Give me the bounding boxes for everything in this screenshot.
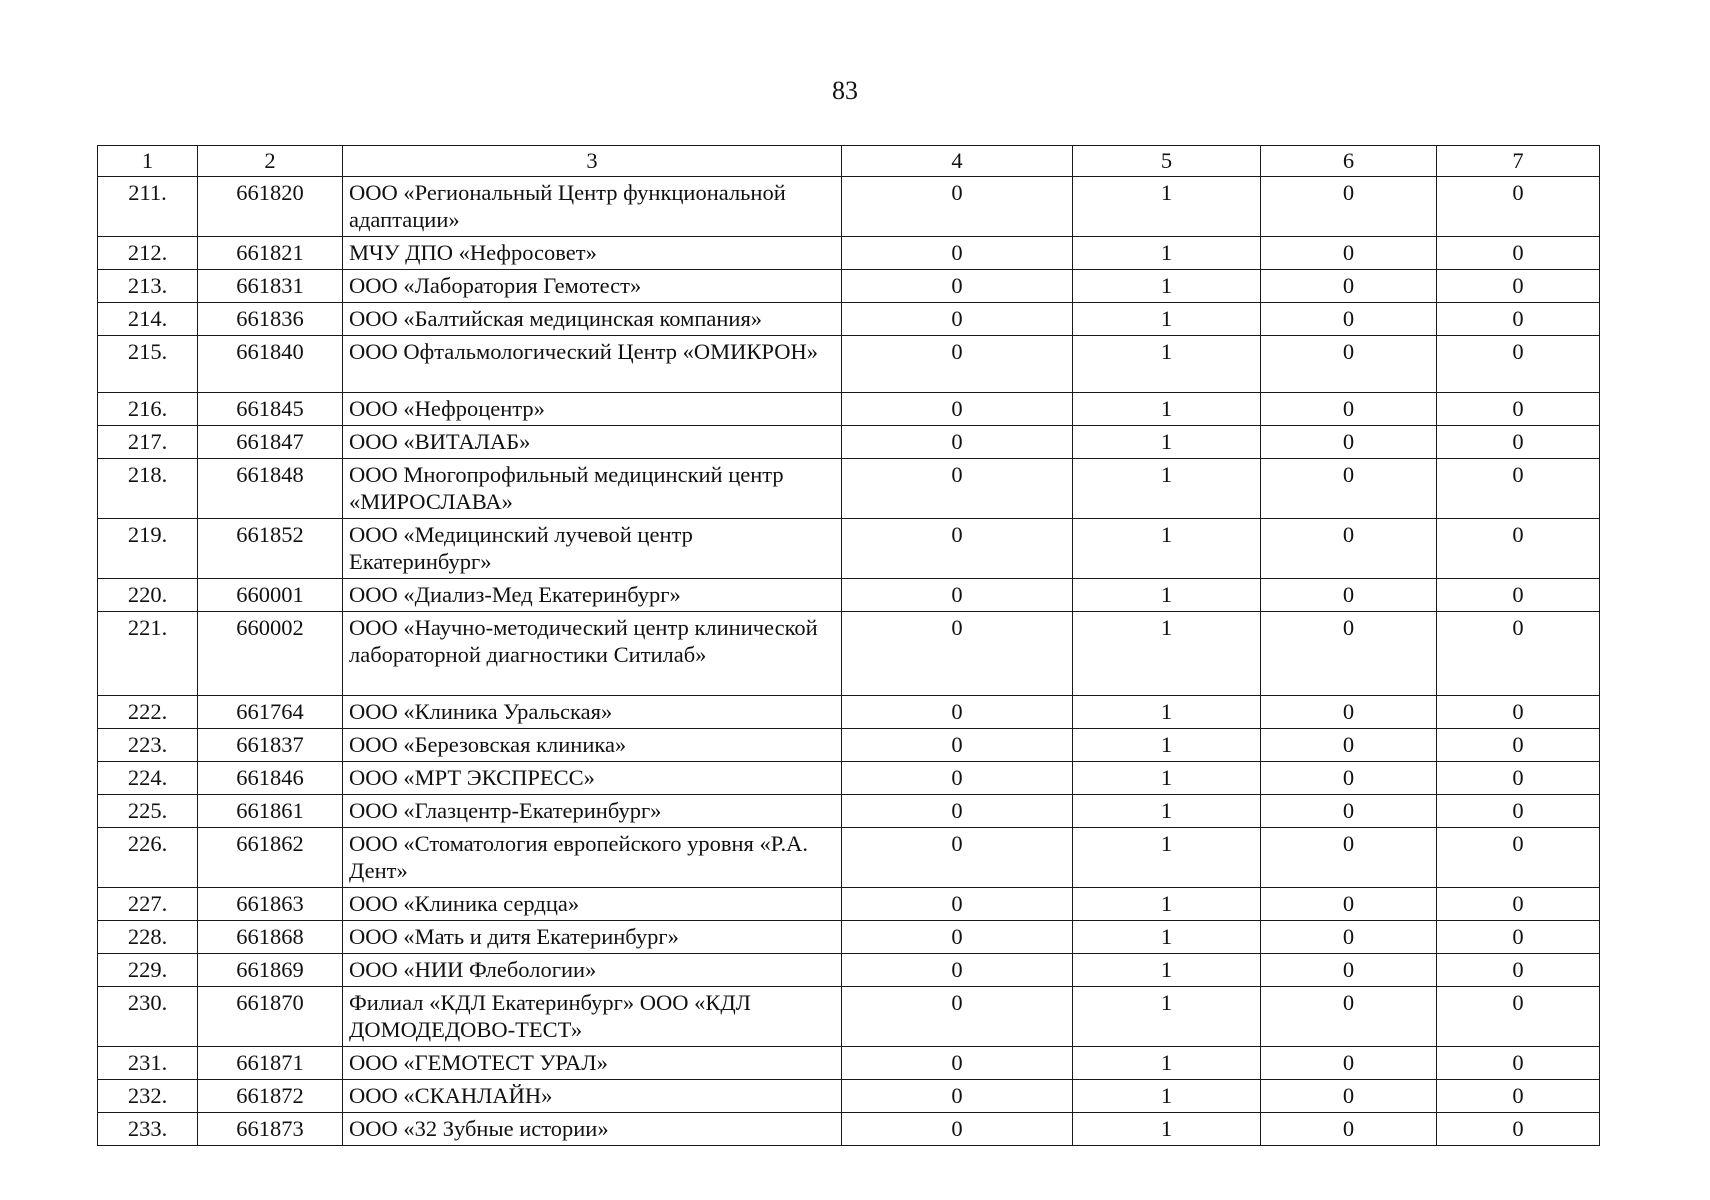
column-5-value-cell: 1: [1073, 762, 1261, 795]
table-row: [98, 696, 1600, 729]
column-7-value-cell: 0: [1437, 921, 1600, 954]
column-7-value-cell: 0: [1437, 888, 1600, 921]
column-5-value-cell: 1: [1073, 303, 1261, 336]
column-5-value-cell: 1: [1073, 954, 1261, 987]
column-header-5: 5: [1073, 146, 1261, 177]
table-row: [98, 426, 1600, 459]
column-5-value-cell: 1: [1073, 1113, 1261, 1146]
column-7-value-cell: 0: [1437, 426, 1600, 459]
organization-name-cell: ООО «ВИТАЛАБ»: [343, 426, 842, 459]
organization-code-cell: 661837: [198, 729, 343, 762]
row-number-cell: 232.: [98, 1080, 198, 1113]
column-7-value-cell: 0: [1437, 1047, 1600, 1080]
column-6-value-cell: 0: [1261, 888, 1437, 921]
row-number-cell: 216.: [98, 393, 198, 426]
column-4-value-cell: 0: [842, 612, 1073, 696]
column-6-value-cell: 0: [1261, 426, 1437, 459]
organization-code-cell: 661831: [198, 270, 343, 303]
column-6-value-cell: 0: [1261, 696, 1437, 729]
row-number-cell: 219.: [98, 519, 198, 579]
column-4-value-cell: 0: [842, 729, 1073, 762]
table-row: [98, 1047, 1600, 1080]
column-7-value-cell: 0: [1437, 336, 1600, 393]
organization-code-cell: 661764: [198, 696, 343, 729]
table-row: [98, 237, 1600, 270]
column-7-value-cell: 0: [1437, 579, 1600, 612]
column-7-value-cell: 0: [1437, 519, 1600, 579]
organization-code-cell: 661820: [198, 177, 343, 237]
row-number-cell: 214.: [98, 303, 198, 336]
organization-name-cell: ООО «ГЕМОТЕСТ УРАЛ»: [343, 1047, 842, 1080]
row-number-cell: 215.: [98, 336, 198, 393]
column-4-value-cell: 0: [842, 987, 1073, 1047]
column-4-value-cell: 0: [842, 795, 1073, 828]
column-header-1: 1: [98, 146, 198, 177]
column-6-value-cell: 0: [1261, 954, 1437, 987]
organization-code-cell: 661846: [198, 762, 343, 795]
column-4-value-cell: 0: [842, 336, 1073, 393]
column-4-value-cell: 0: [842, 1113, 1073, 1146]
column-6-value-cell: 0: [1261, 579, 1437, 612]
organization-name-cell: ООО «Лаборатория Гемотест»: [343, 270, 842, 303]
column-6-value-cell: 0: [1261, 1047, 1437, 1080]
column-7-value-cell: 0: [1437, 1113, 1600, 1146]
row-number-cell: 229.: [98, 954, 198, 987]
organization-code-cell: 661861: [198, 795, 343, 828]
table-row: [98, 888, 1600, 921]
row-number-cell: 233.: [98, 1113, 198, 1146]
table-row: [98, 795, 1600, 828]
organization-code-cell: 661872: [198, 1080, 343, 1113]
column-5-value-cell: 1: [1073, 393, 1261, 426]
table-row: [98, 921, 1600, 954]
row-number-cell: 220.: [98, 579, 198, 612]
column-6-value-cell: 0: [1261, 612, 1437, 696]
organization-name-cell: Филиал «КДЛ Екатеринбург» ООО «КДЛ ДОМОДЕДОВО-ТЕСТ»: [343, 987, 842, 1047]
table-row: [98, 954, 1600, 987]
organization-code-cell: 660002: [198, 612, 343, 696]
column-7-value-cell: 0: [1437, 303, 1600, 336]
table-row: [98, 519, 1600, 579]
organization-code-cell: 661847: [198, 426, 343, 459]
organization-name-cell: ООО «СКАНЛАЙН»: [343, 1080, 842, 1113]
column-header-6: 6: [1261, 146, 1437, 177]
table-row: [98, 729, 1600, 762]
row-number-cell: 217.: [98, 426, 198, 459]
row-number-cell: 228.: [98, 921, 198, 954]
column-6-value-cell: 0: [1261, 270, 1437, 303]
table-row: [98, 762, 1600, 795]
organization-code-cell: 661840: [198, 336, 343, 393]
organization-code-cell: 661873: [198, 1113, 343, 1146]
table-row: [98, 459, 1600, 519]
organization-code-cell: 661870: [198, 987, 343, 1047]
header-row: [98, 146, 1600, 177]
column-6-value-cell: 0: [1261, 987, 1437, 1047]
column-6-value-cell: 0: [1261, 1113, 1437, 1146]
column-4-value-cell: 0: [842, 393, 1073, 426]
table-row: [98, 270, 1600, 303]
column-5-value-cell: 1: [1073, 459, 1261, 519]
organization-name-cell: ООО «Клиника сердца»: [343, 888, 842, 921]
column-5-value-cell: 1: [1073, 336, 1261, 393]
row-number-cell: 222.: [98, 696, 198, 729]
organizations-table: [97, 145, 1600, 1146]
organization-code-cell: 661836: [198, 303, 343, 336]
column-6-value-cell: 0: [1261, 762, 1437, 795]
column-7-value-cell: 0: [1437, 1080, 1600, 1113]
column-4-value-cell: 0: [842, 696, 1073, 729]
organization-name-cell: ООО «Березовская клиника»: [343, 729, 842, 762]
organization-name-cell: ООО «Диализ-Мед Екатеринбург»: [343, 579, 842, 612]
row-number-cell: 231.: [98, 1047, 198, 1080]
organization-code-cell: 660001: [198, 579, 343, 612]
column-5-value-cell: 1: [1073, 795, 1261, 828]
organization-code-cell: 661845: [198, 393, 343, 426]
column-6-value-cell: 0: [1261, 336, 1437, 393]
column-header-7: 7: [1437, 146, 1600, 177]
table-row: [98, 1080, 1600, 1113]
row-number-cell: 211.: [98, 177, 198, 237]
table-row: [98, 612, 1600, 696]
column-6-value-cell: 0: [1261, 795, 1437, 828]
row-number-cell: 224.: [98, 762, 198, 795]
column-4-value-cell: 0: [842, 762, 1073, 795]
column-7-value-cell: 0: [1437, 237, 1600, 270]
organization-name-cell: ООО «Региональный Центр функциональной адаптации»: [343, 177, 842, 237]
column-7-value-cell: 0: [1437, 270, 1600, 303]
row-number-cell: 225.: [98, 795, 198, 828]
column-6-value-cell: 0: [1261, 303, 1437, 336]
column-7-value-cell: 0: [1437, 459, 1600, 519]
organization-name-cell: ООО «Стоматология европейского уровня «Р.А. Дент»: [343, 828, 842, 888]
column-7-value-cell: 0: [1437, 795, 1600, 828]
row-number-cell: 227.: [98, 888, 198, 921]
organization-code-cell: 661848: [198, 459, 343, 519]
organization-name-cell: ООО «Научно-методический центр клинической лабораторной диагностики Ситилаб»: [343, 612, 842, 696]
column-7-value-cell: 0: [1437, 987, 1600, 1047]
column-4-value-cell: 0: [842, 303, 1073, 336]
column-6-value-cell: 0: [1261, 237, 1437, 270]
column-4-value-cell: 0: [842, 177, 1073, 237]
row-number-cell: 230.: [98, 987, 198, 1047]
organization-code-cell: 661863: [198, 888, 343, 921]
column-4-value-cell: 0: [842, 888, 1073, 921]
organization-name-cell: ООО «МРТ ЭКСПРЕСС»: [343, 762, 842, 795]
organization-name-cell: ООО Офтальмологический Центр «ОМИКРОН»: [343, 336, 842, 393]
column-5-value-cell: 1: [1073, 612, 1261, 696]
column-7-value-cell: 0: [1437, 954, 1600, 987]
column-5-value-cell: 1: [1073, 426, 1261, 459]
organization-code-cell: 661869: [198, 954, 343, 987]
column-5-value-cell: 1: [1073, 579, 1261, 612]
table-body: [98, 177, 1600, 1146]
column-6-value-cell: 0: [1261, 177, 1437, 237]
column-5-value-cell: 1: [1073, 729, 1261, 762]
column-7-value-cell: 0: [1437, 729, 1600, 762]
column-6-value-cell: 0: [1261, 519, 1437, 579]
table-row: [98, 177, 1600, 237]
column-header-4: 4: [842, 146, 1073, 177]
column-4-value-cell: 0: [842, 954, 1073, 987]
organization-code-cell: 661821: [198, 237, 343, 270]
column-7-value-cell: 0: [1437, 612, 1600, 696]
column-4-value-cell: 0: [842, 426, 1073, 459]
column-4-value-cell: 0: [842, 459, 1073, 519]
organization-code-cell: 661871: [198, 1047, 343, 1080]
row-number-cell: 226.: [98, 828, 198, 888]
column-4-value-cell: 0: [842, 579, 1073, 612]
table-row: [98, 1113, 1600, 1146]
organization-name-cell: ООО «НИИ Флебологии»: [343, 954, 842, 987]
column-6-value-cell: 0: [1261, 921, 1437, 954]
column-4-value-cell: 0: [842, 921, 1073, 954]
column-5-value-cell: 1: [1073, 177, 1261, 237]
organization-name-cell: ООО «Глазцентр-Екатеринбург»: [343, 795, 842, 828]
column-7-value-cell: 0: [1437, 696, 1600, 729]
organization-name-cell: ООО Многопрофильный медицинский центр «МИРОСЛАВА»: [343, 459, 842, 519]
column-6-value-cell: 0: [1261, 828, 1437, 888]
column-5-value-cell: 1: [1073, 519, 1261, 579]
column-7-value-cell: 0: [1437, 762, 1600, 795]
table-row: [98, 336, 1600, 393]
organization-code-cell: 661868: [198, 921, 343, 954]
column-7-value-cell: 0: [1437, 828, 1600, 888]
column-6-value-cell: 0: [1261, 393, 1437, 426]
table-row: [98, 303, 1600, 336]
column-4-value-cell: 0: [842, 828, 1073, 888]
page-number: 83: [832, 76, 858, 105]
row-number-cell: 223.: [98, 729, 198, 762]
column-7-value-cell: 0: [1437, 177, 1600, 237]
organization-name-cell: ООО «32 Зубные истории»: [343, 1113, 842, 1146]
column-5-value-cell: 1: [1073, 696, 1261, 729]
column-5-value-cell: 1: [1073, 987, 1261, 1047]
column-6-value-cell: 0: [1261, 1080, 1437, 1113]
column-header-3: 3: [343, 146, 842, 177]
row-number-cell: 221.: [98, 612, 198, 696]
organization-name-cell: ООО «Мать и дитя Екатеринбург»: [343, 921, 842, 954]
organization-name-cell: ООО «Медицинский лучевой центр Екатеринбург»: [343, 519, 842, 579]
column-4-value-cell: 0: [842, 519, 1073, 579]
organization-name-cell: ООО «Нефроцентр»: [343, 393, 842, 426]
organization-name-cell: ООО «Балтийская медицинская компания»: [343, 303, 842, 336]
column-6-value-cell: 0: [1261, 459, 1437, 519]
row-number-cell: 213.: [98, 270, 198, 303]
column-4-value-cell: 0: [842, 1047, 1073, 1080]
table-row: [98, 393, 1600, 426]
column-5-value-cell: 1: [1073, 1080, 1261, 1113]
column-5-value-cell: 1: [1073, 237, 1261, 270]
row-number-cell: 212.: [98, 237, 198, 270]
column-5-value-cell: 1: [1073, 828, 1261, 888]
organization-name-cell: МЧУ ДПО «Нефросовет»: [343, 237, 842, 270]
column-4-value-cell: 0: [842, 1080, 1073, 1113]
column-5-value-cell: 1: [1073, 1047, 1261, 1080]
organization-code-cell: 661862: [198, 828, 343, 888]
column-5-value-cell: 1: [1073, 921, 1261, 954]
table-row: [98, 579, 1600, 612]
column-header-2: 2: [198, 146, 343, 177]
column-6-value-cell: 0: [1261, 729, 1437, 762]
column-7-value-cell: 0: [1437, 393, 1600, 426]
organization-name-cell: ООО «Клиника Уральская»: [343, 696, 842, 729]
organization-code-cell: 661852: [198, 519, 343, 579]
column-4-value-cell: 0: [842, 237, 1073, 270]
column-4-value-cell: 0: [842, 270, 1073, 303]
column-5-value-cell: 1: [1073, 888, 1261, 921]
table-row: [98, 987, 1600, 1047]
table-row: [98, 828, 1600, 888]
row-number-cell: 218.: [98, 459, 198, 519]
column-5-value-cell: 1: [1073, 270, 1261, 303]
